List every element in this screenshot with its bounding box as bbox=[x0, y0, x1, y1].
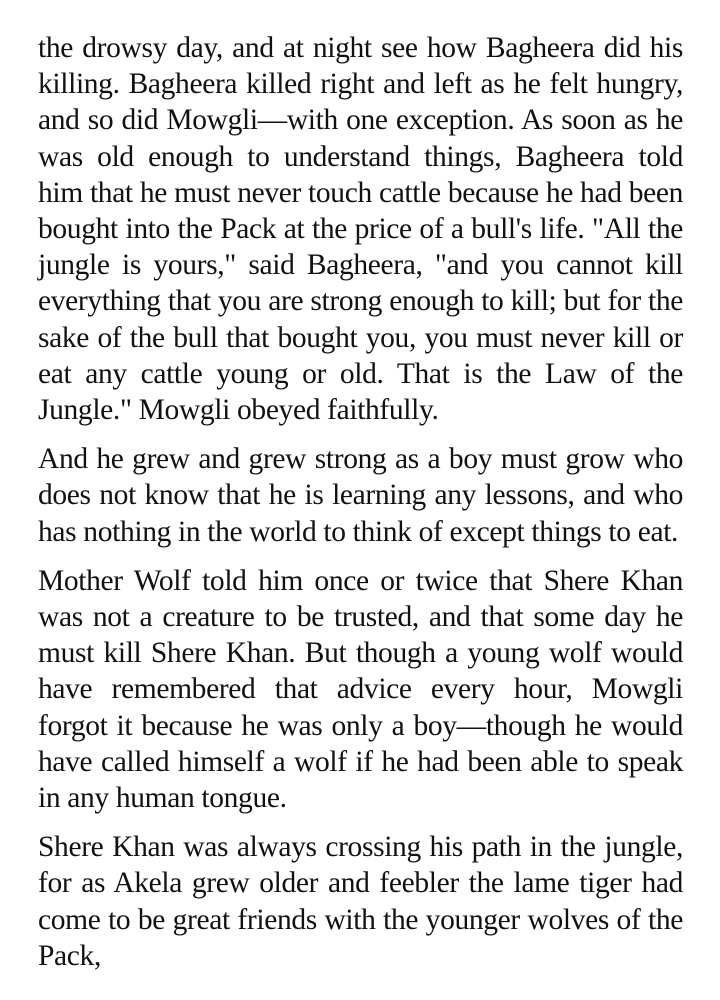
paragraph-mother-wolf: Mother Wolf told him once or twice that Shere Khan was not a creature to be trusted, and that some day he must kill Shere Khan. But though a young wolf would have remembered that advice every hour, Mowgli forgot it because he was only a boy—though he would have called himself a wolf if he had been able to speak in any human tongue. bbox=[38, 564, 683, 815]
page-text bbox=[38, 30, 683, 987]
paragraph-bagheera-law: the drowsy day, and at night see how Bagheera did his killing. Bagheera killed right and left as he felt hungry, and so did Mowgli—with one exception. As soon as he was old enough to understand things, Bagheera told him that he must never touch cattle because he had been bought into the Pack at the price of a bull's life. "All the jungle is yours," said Bagheera, "and you cannot kill everything that you are strong enough to kill; but for the sake of the bull that bought you, you must never kill or eat any cattle young or old. That is the Law of the Jungle." Mowgli obeyed faithfully. bbox=[38, 32, 683, 427]
paragraph-grew-strong: And he grew and grew strong as a boy must grow who does not know that he is learning any lessons, and who has nothing in the world to think of except things to eat. bbox=[38, 443, 683, 548]
paragraph-shere-khan: Shere Khan was always crossing his path in the jungle, for as Akela grew older and feebler the lame tiger had come to be great friends with the younger wolves of the Pack, bbox=[38, 831, 683, 972]
